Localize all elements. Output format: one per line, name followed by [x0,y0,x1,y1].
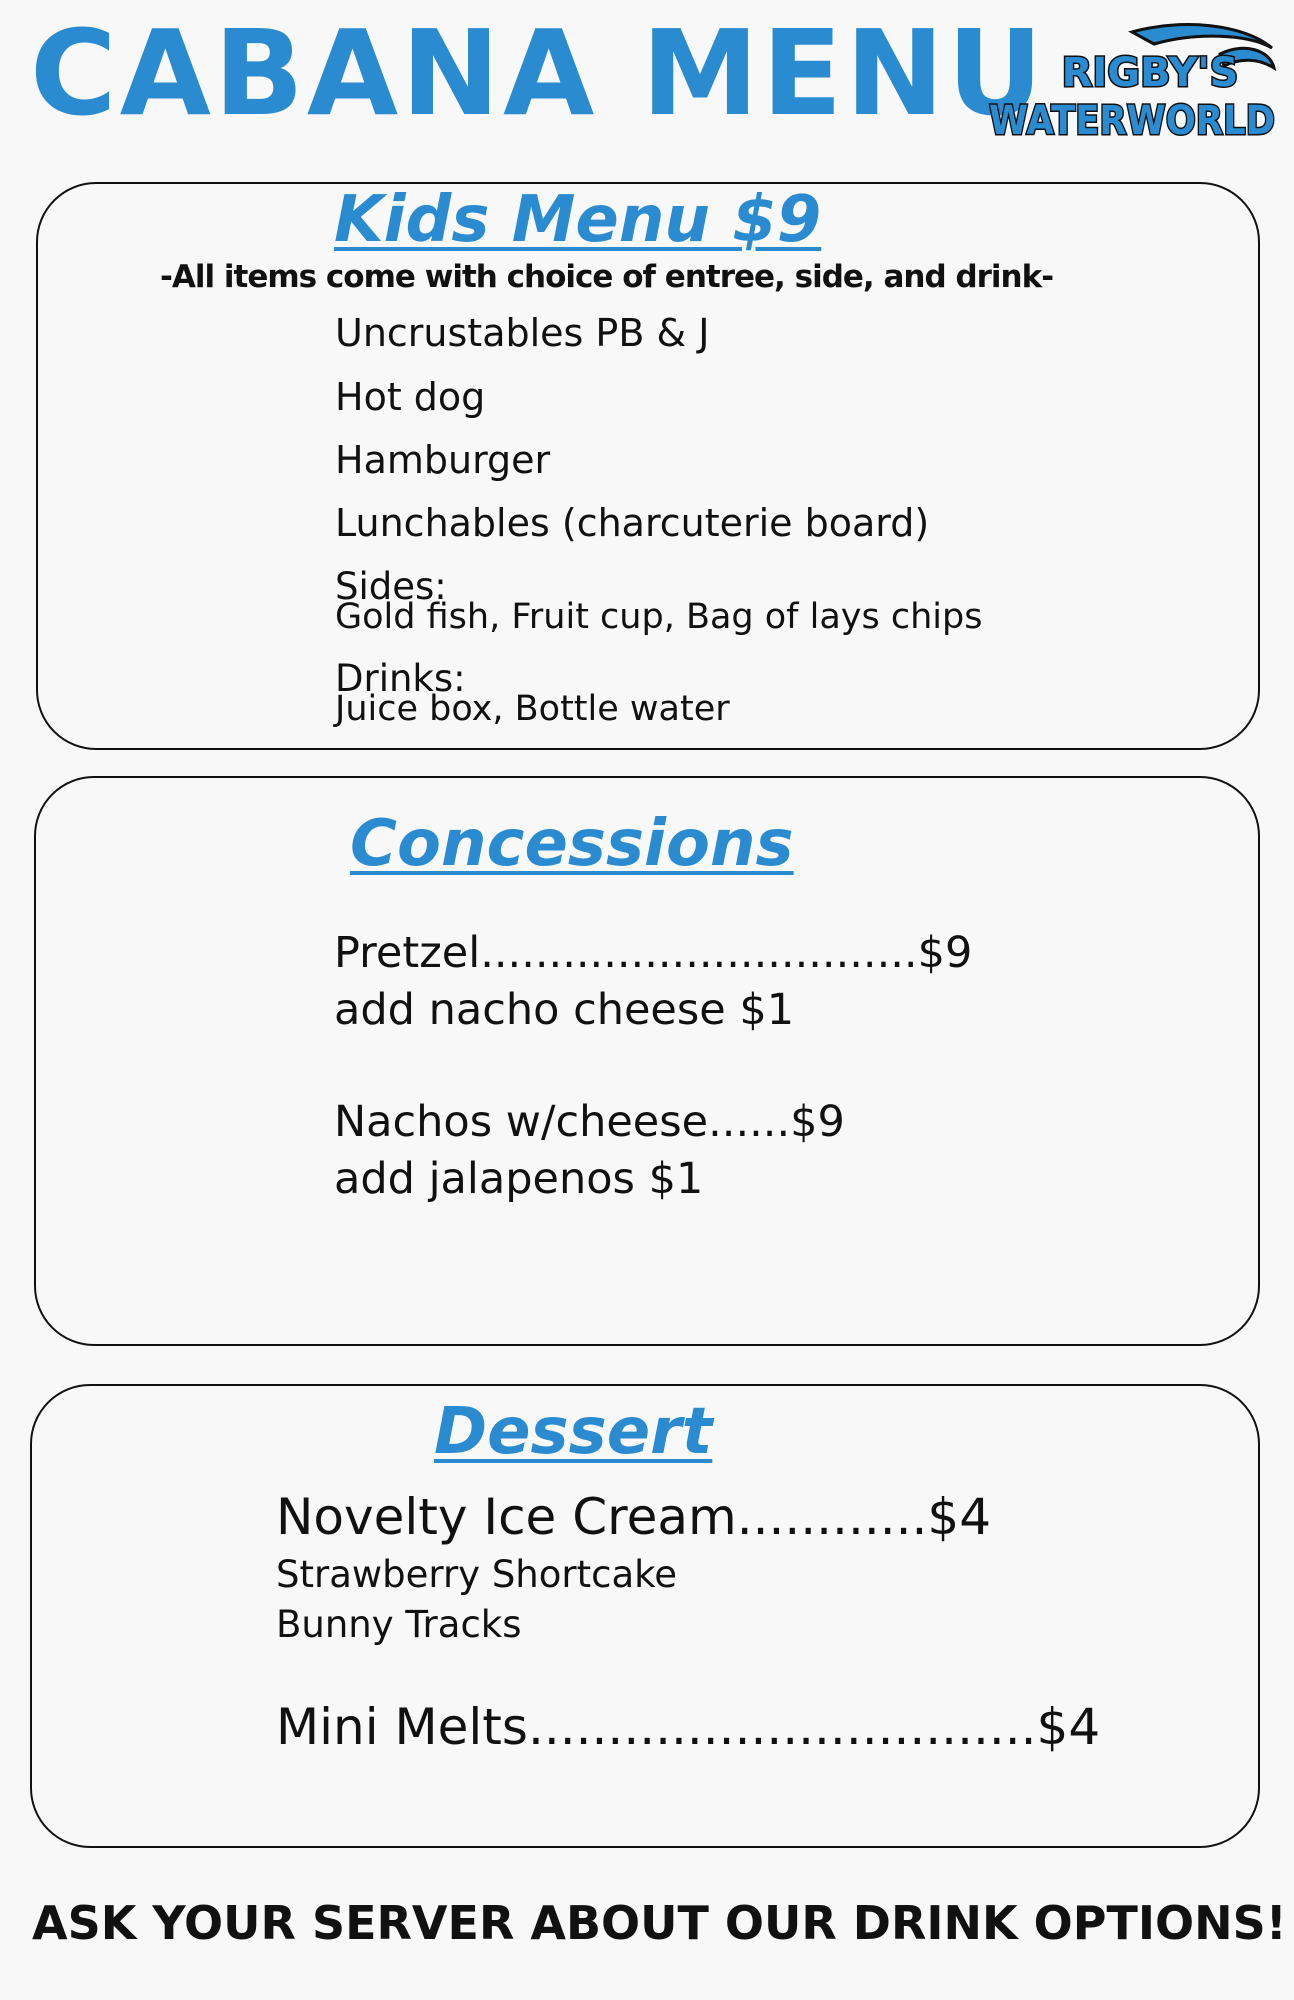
kids-drinks-label: Drinks: [335,657,466,700]
rigbys-waterworld-logo [982,22,1282,140]
pretzel-item: Pretzel................................$9 [334,928,973,978]
novelty-ice-cream-item: Novelty Ice Cream............$4 [276,1488,992,1546]
dessert-heading: Dessert [434,1395,713,1469]
kids-sides-list: Gold fish, Fruit cup, Bag of lays chips [335,597,983,637]
svg-text:WATERWORLD: WATERWORLD [989,98,1275,140]
mini-melts-item: Mini Melts................................$4 [276,1698,1101,1756]
kids-entree-item: Hot dog [335,375,486,419]
dessert-flavor: Bunny Tracks [276,1603,522,1646]
nachos-addon: add jalapenos $1 [334,1154,704,1204]
pretzel-addon: add nacho cheese $1 [334,985,795,1035]
kids-menu-note: -All items come with choice of entree, side, and drink- [160,259,1054,295]
nachos-item: Nachos w/cheese......$9 [334,1097,845,1147]
kids-entree-item: Uncrustables PB & J [335,311,710,355]
kids-entree-item: Hamburger [335,438,551,482]
kids-menu-heading: Kids Menu $9 [334,183,822,257]
menu-title: CABANA MENU [30,4,1046,142]
kids-drinks-list: Juice box, Bottle water [335,689,730,729]
concessions-heading: Concessions [350,807,794,881]
kids-entree-item: Lunchables (charcuterie board) [335,501,930,545]
svg-text:RIGBY'S: RIGBY'S [1061,50,1239,96]
drink-options-footer: ASK YOUR SERVER ABOUT OUR DRINK OPTIONS! [32,1896,1287,1950]
dessert-flavor: Strawberry Shortcake [276,1553,678,1596]
kids-sides-label: Sides: [335,565,447,608]
